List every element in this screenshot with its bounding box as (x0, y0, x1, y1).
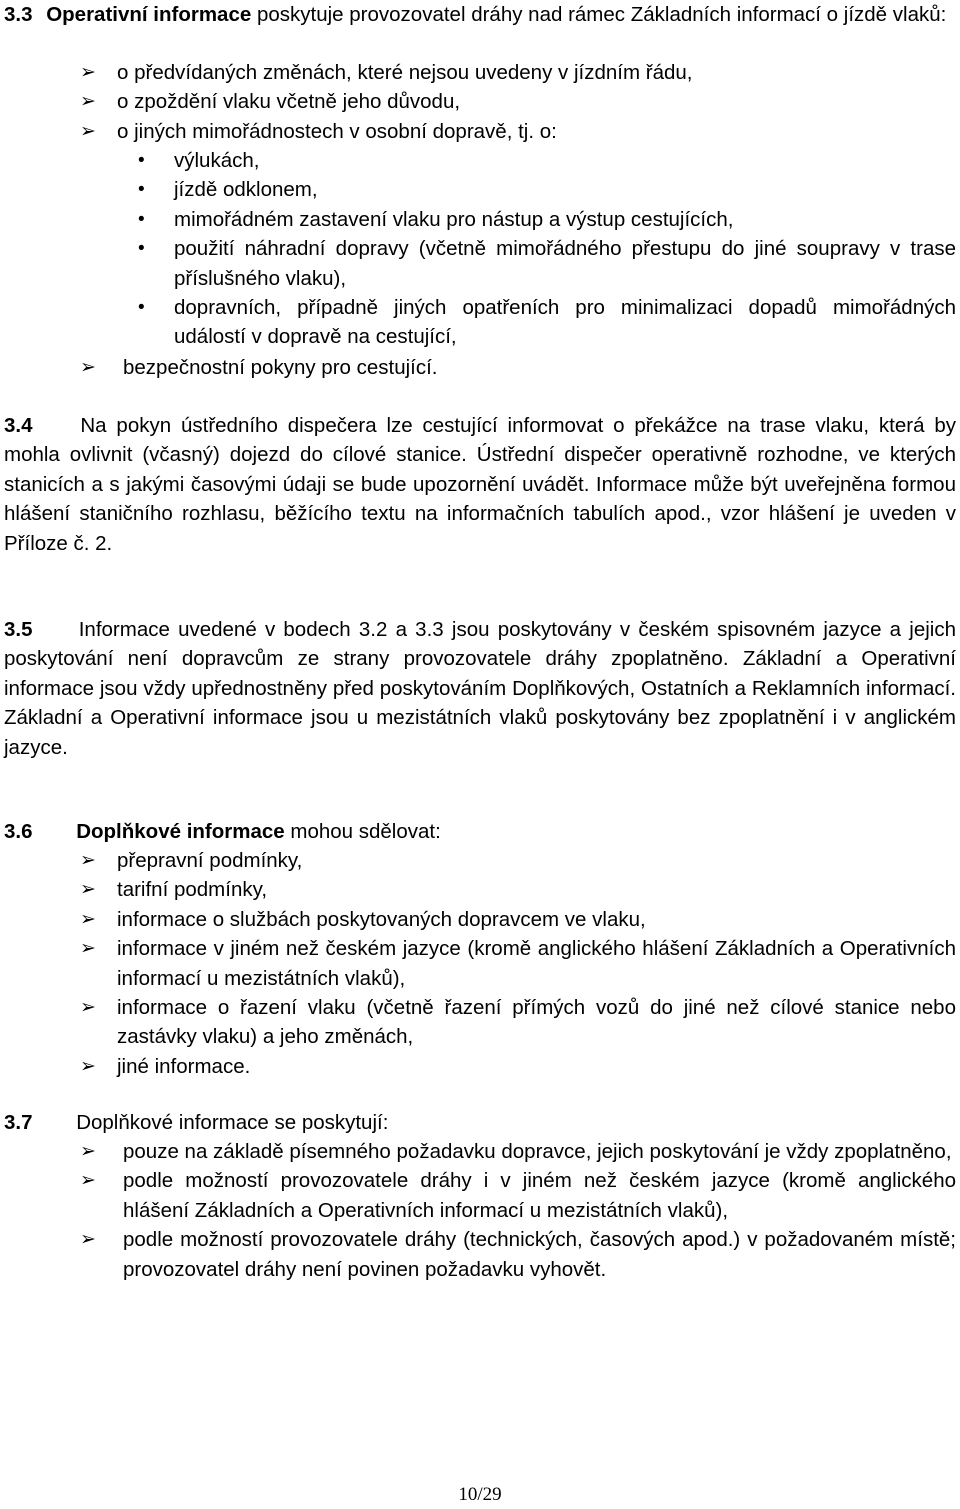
dot-bullet-icon: • (138, 238, 145, 260)
sublist-item-text: jízdě odklonem, (174, 178, 318, 202)
arrowhead-bullet-icon: ➢ (80, 1055, 96, 1077)
section-number: 3.5 (4, 618, 33, 641)
section-heading-bold: Doplňkové informace (76, 820, 285, 843)
section-3-6 (4, 817, 956, 846)
list-item (0, 1137, 956, 1166)
s33-list (0, 58, 956, 146)
arrowhead-bullet-icon: ➢ (80, 908, 96, 930)
list-item-text: podle možností provozovatele dráhy (technických, časových apod.) v požadovaném místě; provozovatel dráhy není povinen požadavku vyhovět. (123, 1228, 956, 1281)
list-item-text: o zpoždění vlaku včetně jeho důvodu, (117, 90, 461, 114)
section-number: 3.6 (4, 820, 33, 843)
s37-list (0, 1137, 956, 1284)
list-item (0, 353, 956, 382)
sublist-item (0, 293, 956, 352)
sublist-item-text: mimořádném zastavení vlaku pro nástup a výstup cestujících, (174, 207, 734, 231)
sublist-item-text: dopravních, případně jiných opatřeních pro minimalizaci dopadů mimořádných událostí v dopravě na cestující, (174, 296, 956, 349)
arrowhead-bullet-icon: ➢ (80, 1141, 96, 1162)
list-item-text: bezpečnostní pokyny pro cestující. (123, 356, 438, 379)
dot-bullet-icon: • (138, 179, 145, 201)
dot-bullet-icon: • (138, 208, 145, 230)
list-item (0, 1225, 956, 1284)
list-item (0, 87, 956, 116)
section-text: Informace uvedené v bodech 3.2 a 3.3 jsou poskytovány v českém spisovném jazyce a jejich poskytování není dopravcům ze strany provozovatele dráhy zpoplatněno. Základní a Operativní informace jsou vždy upřednostněny před poskytováním Doplňkových, Ostatních a Reklamních informací. Základní a Operativní informace jsou u mezistátních vlaků poskytovány bez zpoplatnění i v anglickém jazyce. (4, 618, 956, 759)
list-item-text: přepravní podmínky, (117, 849, 303, 872)
s36-list (0, 846, 956, 1081)
list-item (0, 934, 956, 993)
list-item (0, 905, 956, 934)
arrowhead-bullet-icon: ➢ (80, 1229, 96, 1251)
section-number: 3.7 (4, 1111, 33, 1134)
list-item (0, 993, 956, 1052)
sublist-item (0, 146, 956, 175)
arrowhead-bullet-icon: ➢ (80, 62, 96, 83)
section-3-7 (4, 1108, 956, 1137)
section-number: 3.3 (4, 3, 33, 26)
list-item (0, 1052, 956, 1081)
sublist-item (0, 205, 956, 234)
list-item-text: o předvídaných změnách, které nejsou uvedeny v jízdním řádu, (117, 61, 693, 84)
list-item-text: informace o službách poskytovaných dopravcem ve vlaku, (117, 907, 646, 931)
list-item-text: jiné informace. (117, 1054, 251, 1078)
list-item-text: informace v jiném než českém jazyce (kromě anglického hlášení Základních a Operativních informací u mezistátních vlaků), (117, 937, 956, 990)
dot-bullet-icon: • (138, 297, 145, 319)
arrowhead-bullet-icon: ➢ (80, 120, 96, 142)
s33-last-list (0, 353, 956, 382)
dot-bullet-icon: • (138, 150, 145, 171)
sublist-item (0, 175, 956, 204)
arrowhead-bullet-icon: ➢ (80, 1170, 96, 1192)
section-3-5 (4, 615, 956, 762)
sublist-item-text: použití náhradní dopravy (včetně mimořádného přestupu do jiné soupravy v trase příslušného vlaku), (174, 237, 956, 290)
page-number: 10/29 (458, 1484, 502, 1505)
arrowhead-bullet-icon: ➢ (80, 879, 96, 901)
arrowhead-bullet-icon: ➢ (80, 91, 96, 113)
list-item (0, 1166, 956, 1225)
list-item-text: informace o řazení vlaku (včetně řazení přímých vozů do jiné než cílové stanice nebo zastávky vlaku) a jeho změnách, (117, 996, 956, 1049)
section-heading-bold: Operativní informace (46, 3, 252, 26)
list-item (0, 117, 956, 146)
sublist-item (0, 234, 956, 293)
section-3-4 (4, 411, 956, 558)
list-item-text: pouze na základě písemného požadavku dopravce, jejich poskytování je vždy zpoplatněno, (123, 1140, 952, 1163)
s33-sublist (0, 146, 956, 352)
list-item (0, 846, 956, 875)
section-text: mohou sdělovat: (284, 820, 441, 843)
list-item-text: podle možností provozovatele dráhy i v jiném než českém jazyce (kromě anglického hlášení Základních a Operativních informací u mezistátních vlaků), (123, 1169, 956, 1222)
arrowhead-bullet-icon: ➢ (80, 938, 96, 960)
arrowhead-bullet-icon: ➢ (80, 357, 96, 378)
arrowhead-bullet-icon: ➢ (80, 850, 96, 871)
section-text: Na pokyn ústředního dispečera lze cestující informovat o překážce na trase vlaku, která by mohla ovlivnit (včasný) dojezd do cílové stanice. Ústřední dispečer operativně rozhodne, ve kterých stanicích a s jakými časovými údaji se bude upozornění uvádět. Informace může být uveřejněna formou hlášení staničního rozhlasu, běžícího textu na informačních tabulích apod., vzor hlášení je uveden v Příloze č. 2. (4, 414, 956, 555)
section-3-3 (4, 0, 956, 29)
list-item (0, 875, 956, 904)
list-item (0, 58, 956, 87)
section-number: 3.4 (4, 414, 33, 437)
list-item-text: tarifní podmínky, (117, 878, 268, 902)
sublist-item-text: výlukách, (174, 149, 260, 172)
section-text: poskytuje provozovatel dráhy nad rámec Základních informací o jízdě vlaků: (251, 3, 947, 26)
arrowhead-bullet-icon: ➢ (80, 997, 96, 1019)
list-item-text: o jiných mimořádnostech v osobní dopravě, tj. o: (117, 119, 557, 143)
section-text: Doplňkové informace se poskytují: (76, 1111, 389, 1134)
